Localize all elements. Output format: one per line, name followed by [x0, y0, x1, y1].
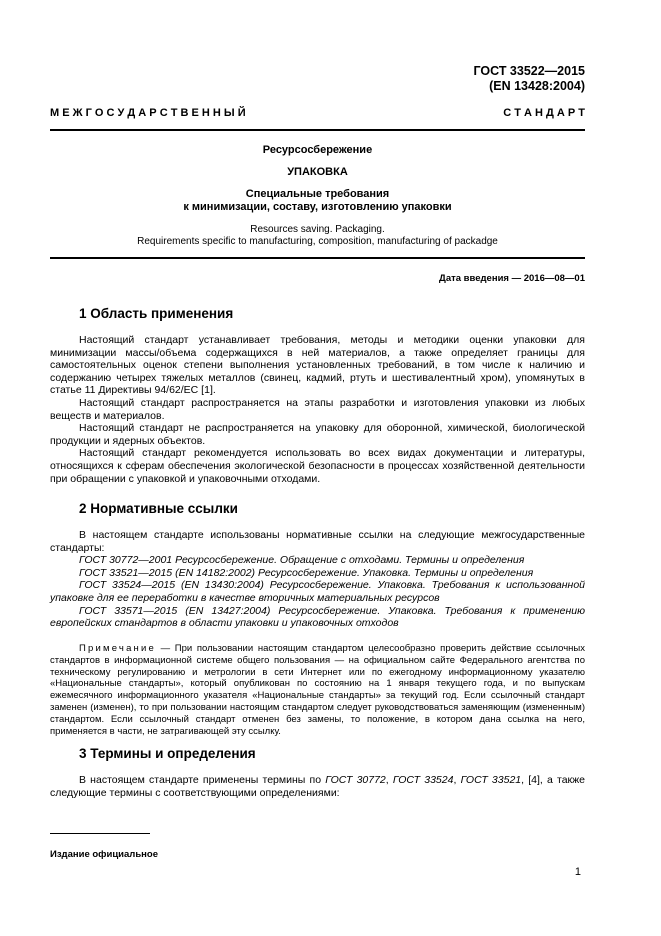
standard-number-block: [473, 64, 585, 94]
section-1-heading: 1 Область применения: [79, 306, 234, 321]
section-2-heading: 2 Нормативные ссылки: [79, 501, 238, 516]
interstate-standard-banner: [50, 107, 585, 119]
gost-reference-30772: ГОСТ 30772: [325, 774, 386, 786]
section-1-body: [50, 334, 585, 485]
normative-reference: ГОСТ 33521—2015 (EN 14182:2002) Ресурсосбережение. Упаковка. Термины и определения: [79, 566, 534, 579]
section-3-heading: 3 Термины и определения: [79, 746, 256, 761]
page-number: 1: [574, 866, 581, 878]
normative-reference: ГОСТ 30772—2001 Ресурсосбережение. Обращение с отходами. Термины и определения: [79, 554, 525, 567]
standard-en-number: (EN 13428:2004): [489, 79, 585, 93]
title-line-2: УПАКОВКА: [287, 166, 348, 178]
section-3-separator: ,: [385, 774, 393, 786]
section-2-intro: В настоящем стандарте использованы нормативные ссылки на следующие межгосударственные стандарты:: [50, 529, 585, 554]
note-label: Примечание: [79, 643, 156, 654]
section-2-body: [50, 529, 585, 630]
title-line-3: Специальные требования: [245, 188, 390, 200]
gost-reference-33524: ГОСТ 33524: [392, 774, 454, 786]
title-line-4: к минимизации, составу, изготовлению упаковки: [183, 201, 452, 213]
section-3-text-a: В настоящем стандарте применены термины по: [79, 774, 326, 786]
introduction-date: Дата введения — 2016—08—01: [439, 273, 585, 284]
official-edition-label: Издание официальное: [50, 849, 158, 860]
title-en-line-2: Requirements specific to manufacturing, composition, manufacturing of packadge: [137, 236, 498, 247]
normative-reference: ГОСТ 33524—2015 (EN 13430:2004) Ресурсосбережение. Упаковка. Требования к использованной упаковке для ее переработки в качестве вторичных материальных ресурсов: [50, 579, 585, 604]
standard-number: ГОСТ 33522—2015: [473, 64, 585, 78]
title-rule: [50, 257, 585, 259]
banner-word-standard: С Т А Н Д А Р Т: [503, 107, 585, 119]
section-1-paragraph: Настоящий стандарт распространяется на этапы разработки и изготовления упаковки из любых веществ и материалов.: [50, 396, 585, 422]
section-1-paragraph: Настоящий стандарт рекомендуется использовать во всех видах документации и литературы, относящихся к сферам обеспечения экологической безопасности в процессах хозяйственной деятельности при обращении с упаковкой и упаковочными отходами.: [50, 447, 585, 485]
section-3-body: [50, 774, 585, 799]
banner-word-interstate: М Е Ж Г О С У Д А Р С Т В Е Н Н Ы Й: [50, 107, 246, 119]
normative-reference: ГОСТ 33571—2015 (EN 13427:2004) Ресурсосбережение. Упаковка. Требования к применению европейских стандартов в области упаковки и упаковочных отходов: [50, 604, 585, 630]
section-1-paragraph: Настоящий стандарт не распространяется на упаковку для оборонной, химической, биологической продукции и ядерных объектов.: [50, 422, 585, 447]
gost-reference-33521: ГОСТ 33521: [460, 774, 522, 786]
top-rule: [50, 129, 585, 131]
note-text: — При пользовании настоящим стандартом целесообразно проверить действие ссылочных стандартов в информационной системе общего пользования — на официальном сайте Федерального агентства по техническому регулированию и метрологии в сети Интернет или по ежегодному информационному указателю «Национальные стандарты», который опубликован по состоянию на 1 января текущего года, и по выпускам ежемесячного информационного указателя «Национальные стандарты» за текущий год. Если ссылочный стандарт заменен (изменен), то при пользовании настоящим стандартом следует руководствоваться заменяющим (измененным) стандартом. Если ссылочный стандарт отменен без замены, то положение, в котором дана ссылка на него, применяется в части, не затрагивающей эту ссылку.: [50, 643, 585, 737]
title-line-1: Ресурсосбережение: [262, 144, 373, 156]
section-1-paragraph: Настоящий стандарт устанавливает требования, методы и методики оценки упаковки для минимизации массы/объема содержащихся в ней материалов, а также определяет границы для самостоятельных оценок степени выполнения установленных требований, в том числе к наличию и содержанию четырех тяжелых металлов (свинец, кадмий, ртуть и шестивалентный хром), упомянутых в статье 11 Директивы 94/62/ЕС [1].: [50, 334, 585, 397]
section-3-text-b: , [4], а также следующие термины с соответствующими определениями:: [50, 774, 586, 799]
title-en-line-1: Resources saving. Packaging.: [250, 224, 385, 235]
section-3-separator: ,: [453, 774, 461, 786]
section-2-note: [50, 643, 585, 737]
footer-rule: [50, 833, 150, 834]
